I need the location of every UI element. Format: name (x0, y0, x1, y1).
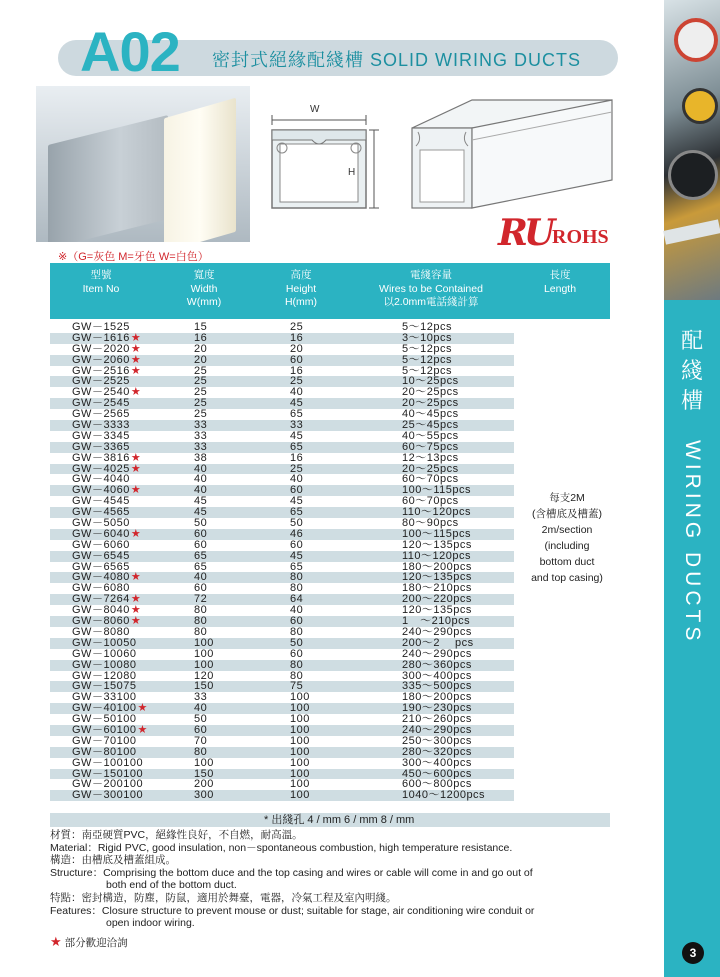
cell-height: 16 (290, 331, 304, 344)
cell-height: 60 (290, 615, 304, 628)
cell-width: 25 (194, 364, 208, 377)
cell-capacity: 280～320pcs (402, 745, 472, 758)
cell-height: 100 (290, 723, 310, 736)
cell-width: 120 (194, 669, 214, 682)
model-text: GW－2020 (72, 342, 130, 355)
cell-width: 20 (194, 353, 208, 366)
page-number: 3 (682, 942, 704, 964)
color-note: ※（G=灰色 M=牙色 W=白色） (58, 251, 209, 263)
cell-width: 80 (194, 604, 208, 617)
length-note: 每支2M (含槽底及槽蓋) 2m/section (including bottom duct and top casing) (531, 492, 603, 584)
cell-capacity: 5～12pcs (402, 321, 452, 333)
cell-height: 65 (290, 440, 304, 453)
cell-height: 25 (290, 375, 304, 388)
cell-capacity: 3～10pcs (402, 331, 452, 344)
cell-capacity: 40～45pcs (402, 408, 459, 421)
star-icon: ★ (137, 702, 148, 715)
cell-capacity: 10～25pcs (402, 375, 459, 388)
cell-width: 50 (194, 713, 208, 726)
model-text: GW－100100 (72, 756, 144, 769)
model-text: GW－200100 (72, 778, 144, 791)
cell-width: 33 (194, 440, 208, 453)
col-header-length: 長度 Length (543, 269, 577, 295)
model-text: GW－10080 (72, 658, 137, 671)
star-icon: ★ (50, 933, 62, 949)
cell-width: 100 (194, 647, 214, 660)
cell-height: 50 (290, 636, 304, 649)
cell-capacity: 240～290pcs (402, 647, 472, 660)
model-text: GW－2525 (72, 375, 130, 388)
cell-width: 50 (194, 517, 208, 530)
structure-cn: 構造：由槽底及槽蓋組成。 (50, 854, 176, 867)
product-notes (50, 829, 610, 949)
model-text: GW－2565 (72, 408, 130, 421)
cell-height: 80 (290, 669, 304, 682)
cell-width: 100 (194, 756, 214, 769)
cell-capacity: 100～115pcs (402, 484, 472, 497)
cell-width: 25 (194, 375, 208, 388)
model-text: GW－40100 (72, 702, 137, 715)
star-icon: ★ (130, 484, 142, 497)
cell-capacity: 180～210pcs (402, 582, 472, 595)
cell-height: 40 (290, 473, 304, 486)
cell-capacity: 5～12pcs (402, 364, 452, 377)
star-icon: ★ (130, 462, 142, 475)
model-text: GW－4565 (72, 506, 130, 519)
cell-width: 80 (194, 615, 208, 628)
star-note: ★ 部分歡迎洽詢 (50, 933, 128, 949)
cell-capacity: 200～2 pcs (402, 636, 474, 649)
cell-capacity: 100～115pcs (402, 527, 472, 540)
cell-width: 45 (194, 495, 208, 508)
cell-capacity: 110～120pcs (402, 549, 472, 562)
white-duct-image (164, 98, 236, 242)
material-cn: 材質：南亞硬質PVC，絕緣性良好，不自燃，耐高溫。 (50, 829, 303, 841)
product-photo (36, 86, 250, 242)
col-header-model: 型號 Item No (82, 269, 120, 295)
length-column (514, 322, 610, 813)
model-text: GW－4080 (72, 571, 130, 584)
cell-height: 25 (290, 462, 304, 475)
ul-logo: RU (498, 212, 552, 254)
cell-capacity: 40～55pcs (402, 429, 459, 442)
model-text: GW－6565 (72, 560, 130, 573)
cell-height: 64 (290, 593, 304, 606)
cell-height: 50 (290, 517, 304, 530)
cell-width: 60 (194, 723, 208, 736)
cell-height: 45 (290, 495, 304, 508)
model-text: GW－2516 (72, 364, 130, 377)
cell-width: 60 (194, 582, 208, 595)
cell-width: 40 (194, 473, 208, 486)
model-text: GW－12080 (72, 669, 137, 682)
grey-duct-image (48, 115, 168, 242)
product-title: 密封式絕緣配綫槽 SOLID WIRING DUCTS (212, 50, 582, 70)
cell-height: 45 (290, 397, 304, 410)
cell-height: 100 (290, 756, 310, 769)
cell-height: 100 (290, 767, 310, 780)
cell-height: 100 (290, 734, 310, 747)
star-icon: ★ (130, 386, 142, 399)
star-icon: ★ (130, 331, 142, 344)
model-text: GW－4025 (72, 462, 130, 475)
model-text: GW－10060 (72, 647, 137, 660)
cell-height: 65 (290, 560, 304, 573)
cell-height: 45 (290, 549, 304, 562)
model-text: GW－2545 (72, 397, 130, 410)
cell-width: 25 (194, 397, 208, 410)
star-icon: ★ (130, 451, 142, 464)
col-header-width: 寬度 Width W(mm) (186, 269, 222, 308)
model-text: GW－10050 (72, 636, 137, 649)
cell-width: 33 (194, 429, 208, 442)
cell-width: 80 (194, 625, 208, 638)
cell-height: 60 (290, 353, 304, 366)
model-text: GW－60100 (72, 723, 137, 736)
product-code: A02 (80, 20, 180, 83)
cell-height: 25 (290, 321, 304, 333)
cell-width: 40 (194, 484, 208, 497)
cell-width: 40 (194, 702, 208, 715)
side-title-en: WIRING DUCTS (681, 440, 704, 645)
cell-width: 38 (194, 451, 208, 464)
cell-capacity: 190～230pcs (402, 702, 472, 715)
star-icon: ★ (137, 723, 148, 736)
star-icon: ★ (130, 364, 142, 377)
model-text: GW－3365 (72, 440, 130, 453)
features-en: Features：Closure structure to prevent mouse or dust; suitable for stage, air conditioning wire conduit or (50, 904, 535, 917)
cell-capacity: 20～25pcs (402, 386, 459, 399)
model-text: GW－1525 (72, 321, 130, 333)
cell-capacity: 210～260pcs (402, 713, 472, 726)
cell-width: 60 (194, 527, 208, 540)
cell-height: 45 (290, 429, 304, 442)
cell-width: 25 (194, 386, 208, 399)
model-text: GW－300100 (72, 789, 144, 802)
model-text: GW－3333 (72, 419, 130, 432)
spec-table-body (50, 322, 514, 801)
cell-capacity: 12～13pcs (402, 451, 459, 464)
cell-width: 60 (194, 538, 208, 551)
rohs-logo: ROHS (552, 226, 609, 248)
cell-height: 40 (290, 604, 304, 617)
cell-height: 65 (290, 506, 304, 519)
cross-section-diagram (262, 100, 392, 218)
cell-width: 200 (194, 778, 214, 791)
cell-height: 100 (290, 691, 310, 704)
model-text: GW－70100 (72, 734, 137, 747)
cell-width: 65 (194, 560, 208, 573)
cell-capacity: 120～135pcs (402, 538, 472, 551)
cell-width: 25 (194, 408, 208, 421)
cell-height: 100 (290, 702, 310, 715)
star-icon: ★ (130, 615, 142, 628)
cell-height: 65 (290, 408, 304, 421)
cell-height: 60 (290, 484, 304, 497)
cell-height: 75 (290, 680, 304, 693)
cell-capacity: 80～90pcs (402, 517, 459, 530)
model-text: GW－8040 (72, 604, 130, 617)
cell-capacity: 180～200pcs (402, 691, 472, 704)
cell-height: 33 (290, 419, 304, 432)
cell-width: 16 (194, 331, 208, 344)
model-text: GW－7264 (72, 593, 130, 606)
star-icon: ★ (130, 527, 142, 540)
cell-width: 15 (194, 321, 208, 333)
model-text: GW－50100 (72, 713, 137, 726)
cell-capacity: 240～290pcs (402, 625, 472, 638)
model-text: GW－1616 (72, 331, 130, 344)
cell-width: 150 (194, 680, 214, 693)
cell-height: 100 (290, 713, 310, 726)
model-text: GW－150100 (72, 767, 144, 780)
table-header (50, 263, 610, 319)
cell-capacity: 450～600pcs (402, 767, 472, 780)
cell-capacity: 250～300pcs (402, 734, 472, 747)
cell-width: 150 (194, 767, 214, 780)
cell-height: 16 (290, 451, 304, 464)
cell-height: 20 (290, 342, 304, 355)
model-text: GW－4545 (72, 495, 130, 508)
cell-height: 80 (290, 571, 304, 584)
cell-width: 40 (194, 462, 208, 475)
side-title-cn: 配 綫 槽 (680, 328, 703, 413)
cell-capacity: 5～12pcs (402, 353, 452, 366)
model-text: GW－6040 (72, 527, 130, 540)
cell-capacity: 110～120pcs (402, 506, 472, 519)
cell-width: 72 (194, 593, 208, 606)
cell-width: 100 (194, 636, 214, 649)
model-text: GW－80100 (72, 745, 137, 758)
model-text: GW－3345 (72, 429, 130, 442)
model-text: GW－15075 (72, 680, 137, 693)
col-header-wires: 電綫容量 Wires to be Contained 以2.0mm電話綫計算 (379, 269, 483, 308)
cell-model (72, 790, 172, 801)
model-text: GW－5050 (72, 517, 130, 530)
cell-width: 40 (194, 571, 208, 584)
cell-capacity: 25～45pcs (402, 419, 459, 432)
cell-height: 60 (290, 647, 304, 660)
cell-width: 70 (194, 734, 208, 747)
cell-capacity: 120～135pcs (402, 571, 472, 584)
hole-size-note: * 出綫孔 4 / mm 6 / mm 8 / mm (50, 813, 610, 827)
cell-height: 16 (290, 364, 304, 377)
cell-capacity: 600～800pcs (402, 778, 472, 791)
cell-capacity: 60～70pcs (402, 473, 459, 486)
cell-capacity: 300～400pcs (402, 669, 472, 682)
cell-capacity: 60～75pcs (402, 440, 459, 453)
model-text: GW－3816 (72, 451, 130, 464)
perspective-diagram (402, 94, 620, 218)
cell-width: 33 (194, 419, 208, 432)
cell-height: 100 (290, 778, 310, 791)
model-text: GW－2060 (72, 353, 130, 366)
cell-height: 40 (290, 386, 304, 399)
cell-height: 60 (290, 538, 304, 551)
model-text: GW－6060 (72, 538, 130, 551)
table-row (50, 790, 514, 801)
cell-capacity: 240～290pcs (402, 723, 472, 736)
star-icon: ★ (130, 353, 142, 366)
model-text: GW－6080 (72, 582, 130, 595)
cell-capacity: 335～500pcs (402, 680, 472, 693)
star-icon: ★ (130, 342, 142, 355)
col-header-height: 高度 Height H(mm) (284, 269, 318, 308)
features-en-cont: open indoor wiring. (106, 917, 195, 930)
cell-capacity: 1040～1200pcs (402, 789, 486, 802)
star-icon: ★ (130, 604, 142, 617)
model-text: GW－4060 (72, 484, 130, 497)
cell-capacity: 200～220pcs (402, 593, 472, 606)
cell-width: 100 (194, 658, 214, 671)
cell-height: 46 (290, 527, 304, 540)
cell-capacity: 300～400pcs (402, 756, 472, 769)
model-text: GW－8060 (72, 615, 130, 628)
features-cn: 特點：密封構造，防塵，防鼠，適用於舞臺，電器，冷氣工程及室內明綫。 (50, 891, 397, 904)
cell-capacity: 5～12pcs (402, 342, 452, 355)
cell-capacity: 120～135pcs (402, 604, 472, 617)
material-en: Material：Rigid PVC, good insulation, non－spontaneous combustion, high temperature resistance. (50, 841, 513, 854)
model-text: GW－6545 (72, 549, 130, 562)
structure-en: Structure：Comprising the bottom duce and the top casing and wires or cable will come in and go out of (50, 866, 533, 879)
cell-capacity: 280～360pcs (402, 658, 472, 671)
cell-height: 80 (290, 658, 304, 671)
cell-capacity: 20～25pcs (402, 397, 459, 410)
cell-width: 80 (194, 745, 208, 758)
dim-h-label: H (348, 167, 356, 178)
cell-height: 100 (290, 745, 310, 758)
cell-width: 45 (194, 506, 208, 519)
model-text: GW－2540 (72, 386, 130, 399)
side-product-photo (664, 0, 720, 300)
structure-en-cont: both end of the bottom duct. (106, 879, 237, 892)
star-icon: ★ (130, 571, 142, 584)
cell-height: 80 (290, 625, 304, 638)
cell-width: 65 (194, 549, 208, 562)
cell-capacity: 1 ～210pcs (402, 615, 471, 628)
model-text: GW－8080 (72, 625, 130, 638)
dim-w-label: W (310, 104, 320, 115)
cell-capacity: 180～200pcs (402, 560, 472, 573)
cell-height: 100 (290, 789, 310, 802)
cell-width: 33 (194, 691, 208, 704)
cell-capacity: 20～25pcs (402, 462, 459, 475)
cell-width: 300 (194, 789, 214, 802)
cell-capacity: 60～70pcs (402, 495, 459, 508)
star-icon: ★ (130, 593, 142, 606)
model-text: GW－33100 (72, 691, 137, 704)
cell-width: 20 (194, 342, 208, 355)
model-text: GW－4040 (72, 473, 130, 486)
cell-height: 80 (290, 582, 304, 595)
